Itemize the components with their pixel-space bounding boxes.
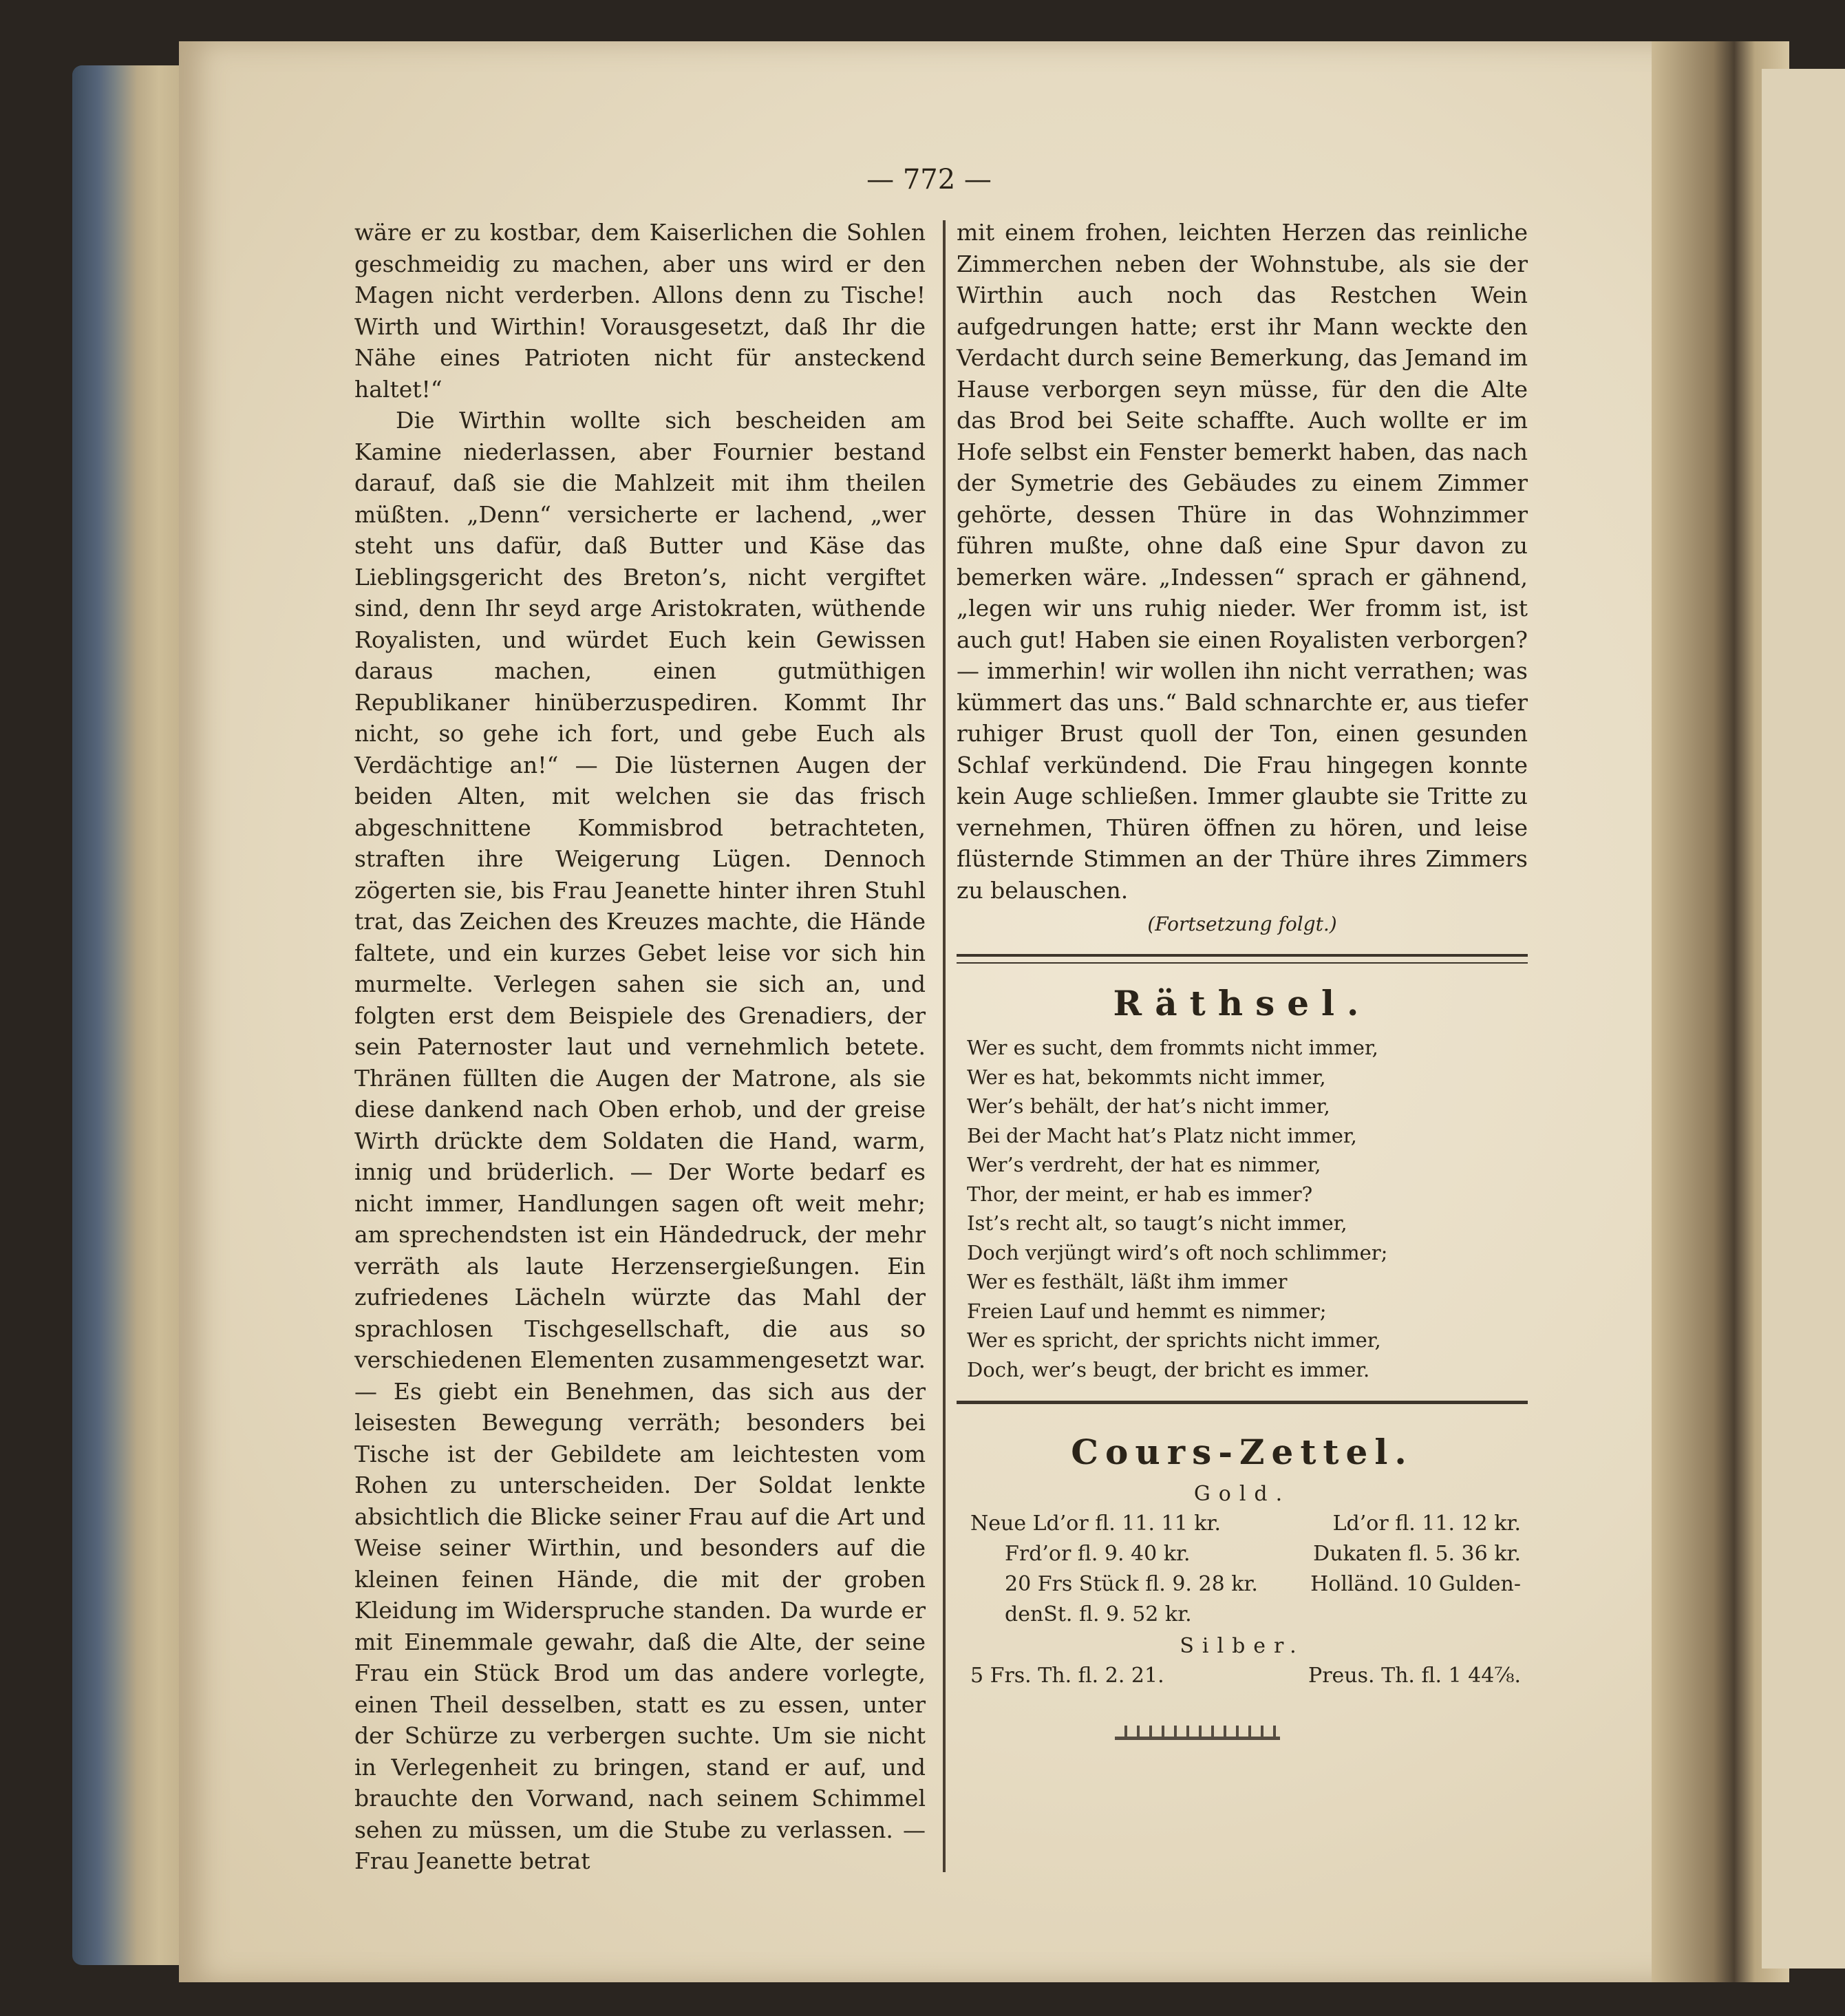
rate-row xyxy=(970,1661,1521,1691)
silver-heading: Silber. xyxy=(1180,1634,1305,1658)
poem-line: Wer’s behält, der hat’s nicht immer, xyxy=(967,1094,1330,1118)
poem-line: Wer es hat, bekommts nicht immer, xyxy=(967,1065,1326,1089)
silver-rates xyxy=(970,1661,1521,1691)
page-number: — 772 — xyxy=(866,164,992,195)
poem-line: Wer es spricht, der sprichts nicht immer, xyxy=(967,1328,1381,1352)
rate-cell: 5 Frs. Th. fl. 2. 21. xyxy=(970,1664,1164,1688)
poem-line: Ist’s recht alt, so taugt’s nicht immer, xyxy=(967,1211,1347,1235)
rate-row xyxy=(970,1539,1521,1569)
rate-cell: Holländ. 10 Gulden- xyxy=(1310,1572,1521,1596)
paragraph: Die Wirthin wollte sich bescheiden am Kamine niederlassen, aber Fournier bestand darauf, daß sie die Mahlzeit mit ihm theilen müßten. „Denn“ versicherte er lachend, „wer steht uns dafür, daß Butter und Käse das Lieblingsgericht des Breton’s, nicht vergiftet sind, denn Ihr seyd arge Aristokraten, wüthende Royalisten, und würdet Euch kein Gewissen daraus machen, einen gutmüthigen Republikaner hinüberzuspediren. Kommt Ihr nicht, so gehe ich fort, und gebe Euch als Verdächtige an!“ — Die lüsternen Augen der beiden Alten, mit welchen sie das frisch abgeschnittene Kommisbrod betrachteten, straften ihre Weigerung Lügen. Dennoch zögerten sie, bis Frau Jeanette hinter ihren Stuhl trat, das Zeichen des Kreuzes machte, die Hände faltete, und ein kurzes Gebet leise vor sich hin murmelte. Verlegen sahen sie sich an, und folgten erst dem Beispiele des Grenadiers, der sein Paternoster laut und vernehmlich betete. Thränen füllten die Augen der Matrone, als sie diese dankend nach Oben erhob, und der greise Wirth drückte dem Soldaten die Hand, warm, innig und brüderlich. — Der Worte bedarf es nicht immer, Handlungen sagen oft weit mehr; am sprechendsten ist ein Händedruck, der mehr verräth als laute Herzensergießungen. Ein zufriedenes Lächeln würzte das Mahl der sprachlosen Tischgesellschaft, die aus so verschiedenen Elementen zusammengesetzt war. — Es giebt ein Benehmen, das sich aus der leisesten Bewegung verräth; besonders bei Tische ist der Gebildete am leichtesten vom Rohen zu unterscheiden. Der Soldat lenkte absichtlich die Blicke seiner Frau auf die Art und Weise seiner Wirthin, und besonders auf die kleinen feinen Hände, die mit der groben Kleidung im Widerspruche standen. Da wurde er mit Einemmale gewahr, daß die Alte, der seine Frau ein Stück Brod um das andere vorlegte, einen Theil desselben, statt es zu essen, unter der Schürze zu verbergen suchte. Um sie nicht in Verlegenheit zu bringen, stand er auf, und brauchte den Vorwand, nach seinem Schimmel sehen zu müssen, um die Stube zu verlassen. — Frau Jeanette betrat xyxy=(354,407,926,1874)
rate-cell: Ld’or fl. 11. 12 kr. xyxy=(1332,1511,1521,1536)
left-column xyxy=(354,217,926,1877)
poem-line: Thor, der meint, er hab es immer? xyxy=(967,1182,1313,1206)
poem-line: Doch, wer’s beugt, der bricht es immer. xyxy=(967,1357,1370,1381)
rate-cell: Dukaten fl. 5. 36 kr. xyxy=(1313,1542,1521,1566)
right-column xyxy=(957,217,1528,1740)
rate-cell: denSt. fl. 9. 52 kr. xyxy=(1005,1602,1192,1626)
rate-cell: Frd’or fl. 9. 40 kr. xyxy=(1005,1542,1191,1566)
facing-page-edge xyxy=(1762,69,1845,1969)
gold-heading: Gold. xyxy=(1193,1482,1291,1506)
poem-line: Wer’s verdreht, der hat es nimmer, xyxy=(967,1153,1321,1176)
poem-line: Freien Lauf und hemmt es nimmer; xyxy=(967,1299,1327,1323)
continuation-note: (Fortsetzung folgt.) xyxy=(1147,913,1337,935)
poem-line: Doch verjüngt wird’s oft noch schlimmer; xyxy=(967,1240,1388,1264)
riddle-title: Räthsel. xyxy=(1113,983,1372,1023)
rate-cell: 20 Frs Stück fl. 9. 28 kr. xyxy=(1005,1572,1258,1596)
section-rule xyxy=(957,1401,1528,1404)
gold-rates xyxy=(970,1509,1521,1630)
riddle-poem xyxy=(967,1033,1528,1384)
end-ornament xyxy=(1115,1726,1280,1740)
paragraph: wäre er zu kostbar, dem Kaiserlichen die Sohlen geschmeidig zu machen, aber uns wird er den Magen nicht verderben. Allons denn zu Tische! Wirth und Wirthin! Vorausgesetzt, daß Ihr die Nähe eines Patrioten nicht für ansteckend haltet!“ xyxy=(354,219,926,403)
column-divider xyxy=(943,220,946,1872)
rate-cell: Neue Ld’or fl. 11. 11 kr. xyxy=(970,1511,1222,1536)
section-rule xyxy=(957,954,1528,964)
rate-row xyxy=(970,1569,1521,1600)
poem-line: Wer es sucht, dem frommts nicht immer, xyxy=(967,1036,1378,1059)
rate-cell: Preus. Th. fl. 1 44⅞. xyxy=(1308,1664,1521,1688)
cours-title: Cours-Zettel. xyxy=(1071,1432,1414,1472)
poem-line: Bei der Macht hat’s Platz nicht immer, xyxy=(967,1123,1357,1147)
poem-line: Wer es festhält, läßt ihm immer xyxy=(967,1270,1288,1293)
rate-row xyxy=(970,1600,1521,1630)
rate-row xyxy=(970,1509,1521,1539)
paragraph: mit einem frohen, leichten Herzen das reinliche Zimmerchen neben der Wohnstube, als sie der Wirthin auch noch das Restchen Wein aufgedrungen hatte; erst ihr Mann weckte den Verdacht durch seine Bemerkung, das Jemand im Hause verborgen seyn müsse, für den die Alte das Brod bei Seite schaffte. Auch wollte er im Hofe selbst ein Fenster bemerkt haben, das nach der Symetrie des Gebäudes zu einem Zimmer gehörte, dessen Thüre in das Wohnzimmer führen mußte, ohne daß eine Spur davon zu bemerken wäre. „Indessen“ sprach er gähnend, „legen wir uns ruhig nieder. Wer fromm ist, ist auch gut! Haben sie einen Royalisten verborgen? — immerhin! wir wollen ihn nicht verrathen; was kümmert das uns.“ Bald schnarchte er, aus tiefer ruhiger Brust quoll der Ton, einen gesunden Schlaf verkündend. Die Frau hingegen konnte kein Auge schließen. Immer glaubte sie Tritte zu vernehmen, Thüren öffnen zu hören, und leise flüsternde Stimmen an der Thüre ihres Zimmers zu belauschen. xyxy=(957,219,1528,904)
